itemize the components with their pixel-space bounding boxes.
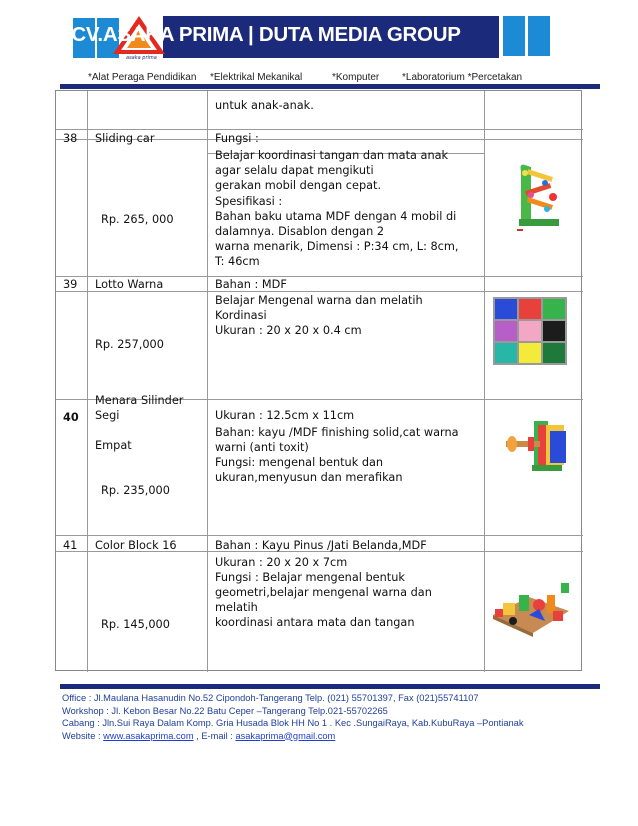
desc-line: Fungsi: mengenal bentuk dan xyxy=(215,456,384,469)
desc-line: dalamnya. Disablon dengan 2 xyxy=(215,225,385,238)
category-item: *Laboratorium *Percetakan xyxy=(402,72,523,83)
desc-line: Belajar Mengenal warna dan melatih xyxy=(215,294,423,307)
row-number: 39 xyxy=(63,278,78,291)
product-table xyxy=(55,90,582,671)
desc-line: Ukuran : 20 x 20 x 0.4 cm xyxy=(215,324,362,337)
category-item: *Komputer xyxy=(332,72,380,83)
square-cylinder-tower-image xyxy=(504,421,574,473)
category-item: *Alat Peraga Pendidikan xyxy=(88,72,197,83)
desc-line: melatih xyxy=(215,601,258,614)
desc-line: Bahan: kayu /MDF finishing solid,cat warna xyxy=(215,426,459,439)
desc-line: Bahan : Kayu Pinus /Jati Belanda,MDF xyxy=(215,539,427,552)
desc-line: warna menarik, Dimensi : P:34 cm, L: 8cm, xyxy=(215,240,459,253)
product-price: Rp. 265, 000 xyxy=(101,213,174,226)
footer-rule xyxy=(60,684,600,689)
product-name: Segi xyxy=(95,409,120,422)
product-name: Lotto Warna xyxy=(95,278,164,291)
desc-line: Kordinasi xyxy=(215,309,267,322)
desc-line: Fungsi : Belajar mengenal bentuk xyxy=(215,571,405,584)
desc-line: Spesifikasi : xyxy=(215,195,283,208)
desc-line: Fungsi : xyxy=(215,132,259,145)
desc-line: Ukuran : 20 x 20 x 7cm xyxy=(215,556,348,569)
brand-small: asaka prima xyxy=(126,55,157,61)
email-link[interactable]: asakaprima@gmail.com xyxy=(235,730,336,741)
row-number: 40 xyxy=(63,411,79,424)
email-label: , E-mail : xyxy=(193,730,236,741)
workshop-address: Workshop : Jl. Kebon Besar No.22 Batu Ceper –Tangerang Telp.021-55702265 xyxy=(62,705,388,716)
sliding-car-toy-image xyxy=(511,161,563,231)
product-name: Empat xyxy=(95,439,132,452)
desc-line: geometri,belajar mengenal warna dan xyxy=(215,586,432,599)
brand-name: CV.ASAKA PRIMA | DUTA MEDIA GROUP xyxy=(71,23,461,46)
product-name: Color Block 16 xyxy=(95,539,177,552)
category-item: *Elektrikal Mekanikal xyxy=(210,72,303,83)
office-address: Office : Jl.Maulana Hasanudin No.52 Cipondoh-Tangerang Telp. (021) 55701397, Fax (021)55741107 xyxy=(62,693,479,703)
continued-text: untuk anak-anak. xyxy=(215,99,314,112)
desc-line: gerakan mobil dengan cepat. xyxy=(215,179,382,192)
branch-address: Cabang : Jln.Sui Raya Dalam Komp. Gria Husada Blok HH No 1 . Kec .SungaiRaya, Kab.KubuRaya –Pontianak xyxy=(62,718,524,728)
desc-line: ukuran,menyusun dan merafikan xyxy=(215,471,403,484)
desc-line: Ukuran : 12.5cm x 11cm xyxy=(215,409,355,422)
desc-line: Bahan baku utama MDF dengan 4 mobil di xyxy=(215,210,457,223)
contact-line xyxy=(62,730,523,743)
product-name: Sliding car xyxy=(95,132,155,145)
product-name: Menara Silinder xyxy=(95,394,184,407)
product-price: Rp. 257,000 xyxy=(95,338,164,351)
footer-contact xyxy=(62,692,523,742)
color-block-set-image xyxy=(489,581,571,637)
desc-line: agar selalu dapat mengikuti xyxy=(215,164,374,177)
header-rule xyxy=(60,84,600,89)
website-label: Website : xyxy=(62,730,104,741)
desc-line: Bahan : MDF xyxy=(215,278,287,291)
row-number: 41 xyxy=(63,539,78,552)
desc-line: koordinasi antara mata dan tangan xyxy=(215,616,415,629)
product-price: Rp. 145,000 xyxy=(101,618,170,631)
color-lotto-board-image xyxy=(493,297,567,365)
product-price: Rp. 235,000 xyxy=(101,484,170,497)
desc-line: warni (anti toxit) xyxy=(215,441,309,454)
row-number: 38 xyxy=(63,132,78,145)
desc-line: T: 46cm xyxy=(215,255,260,268)
desc-line: Belajar koordinasi tangan dan mata anak xyxy=(215,149,449,162)
website-link[interactable]: www.asakaprima.com xyxy=(103,730,194,741)
